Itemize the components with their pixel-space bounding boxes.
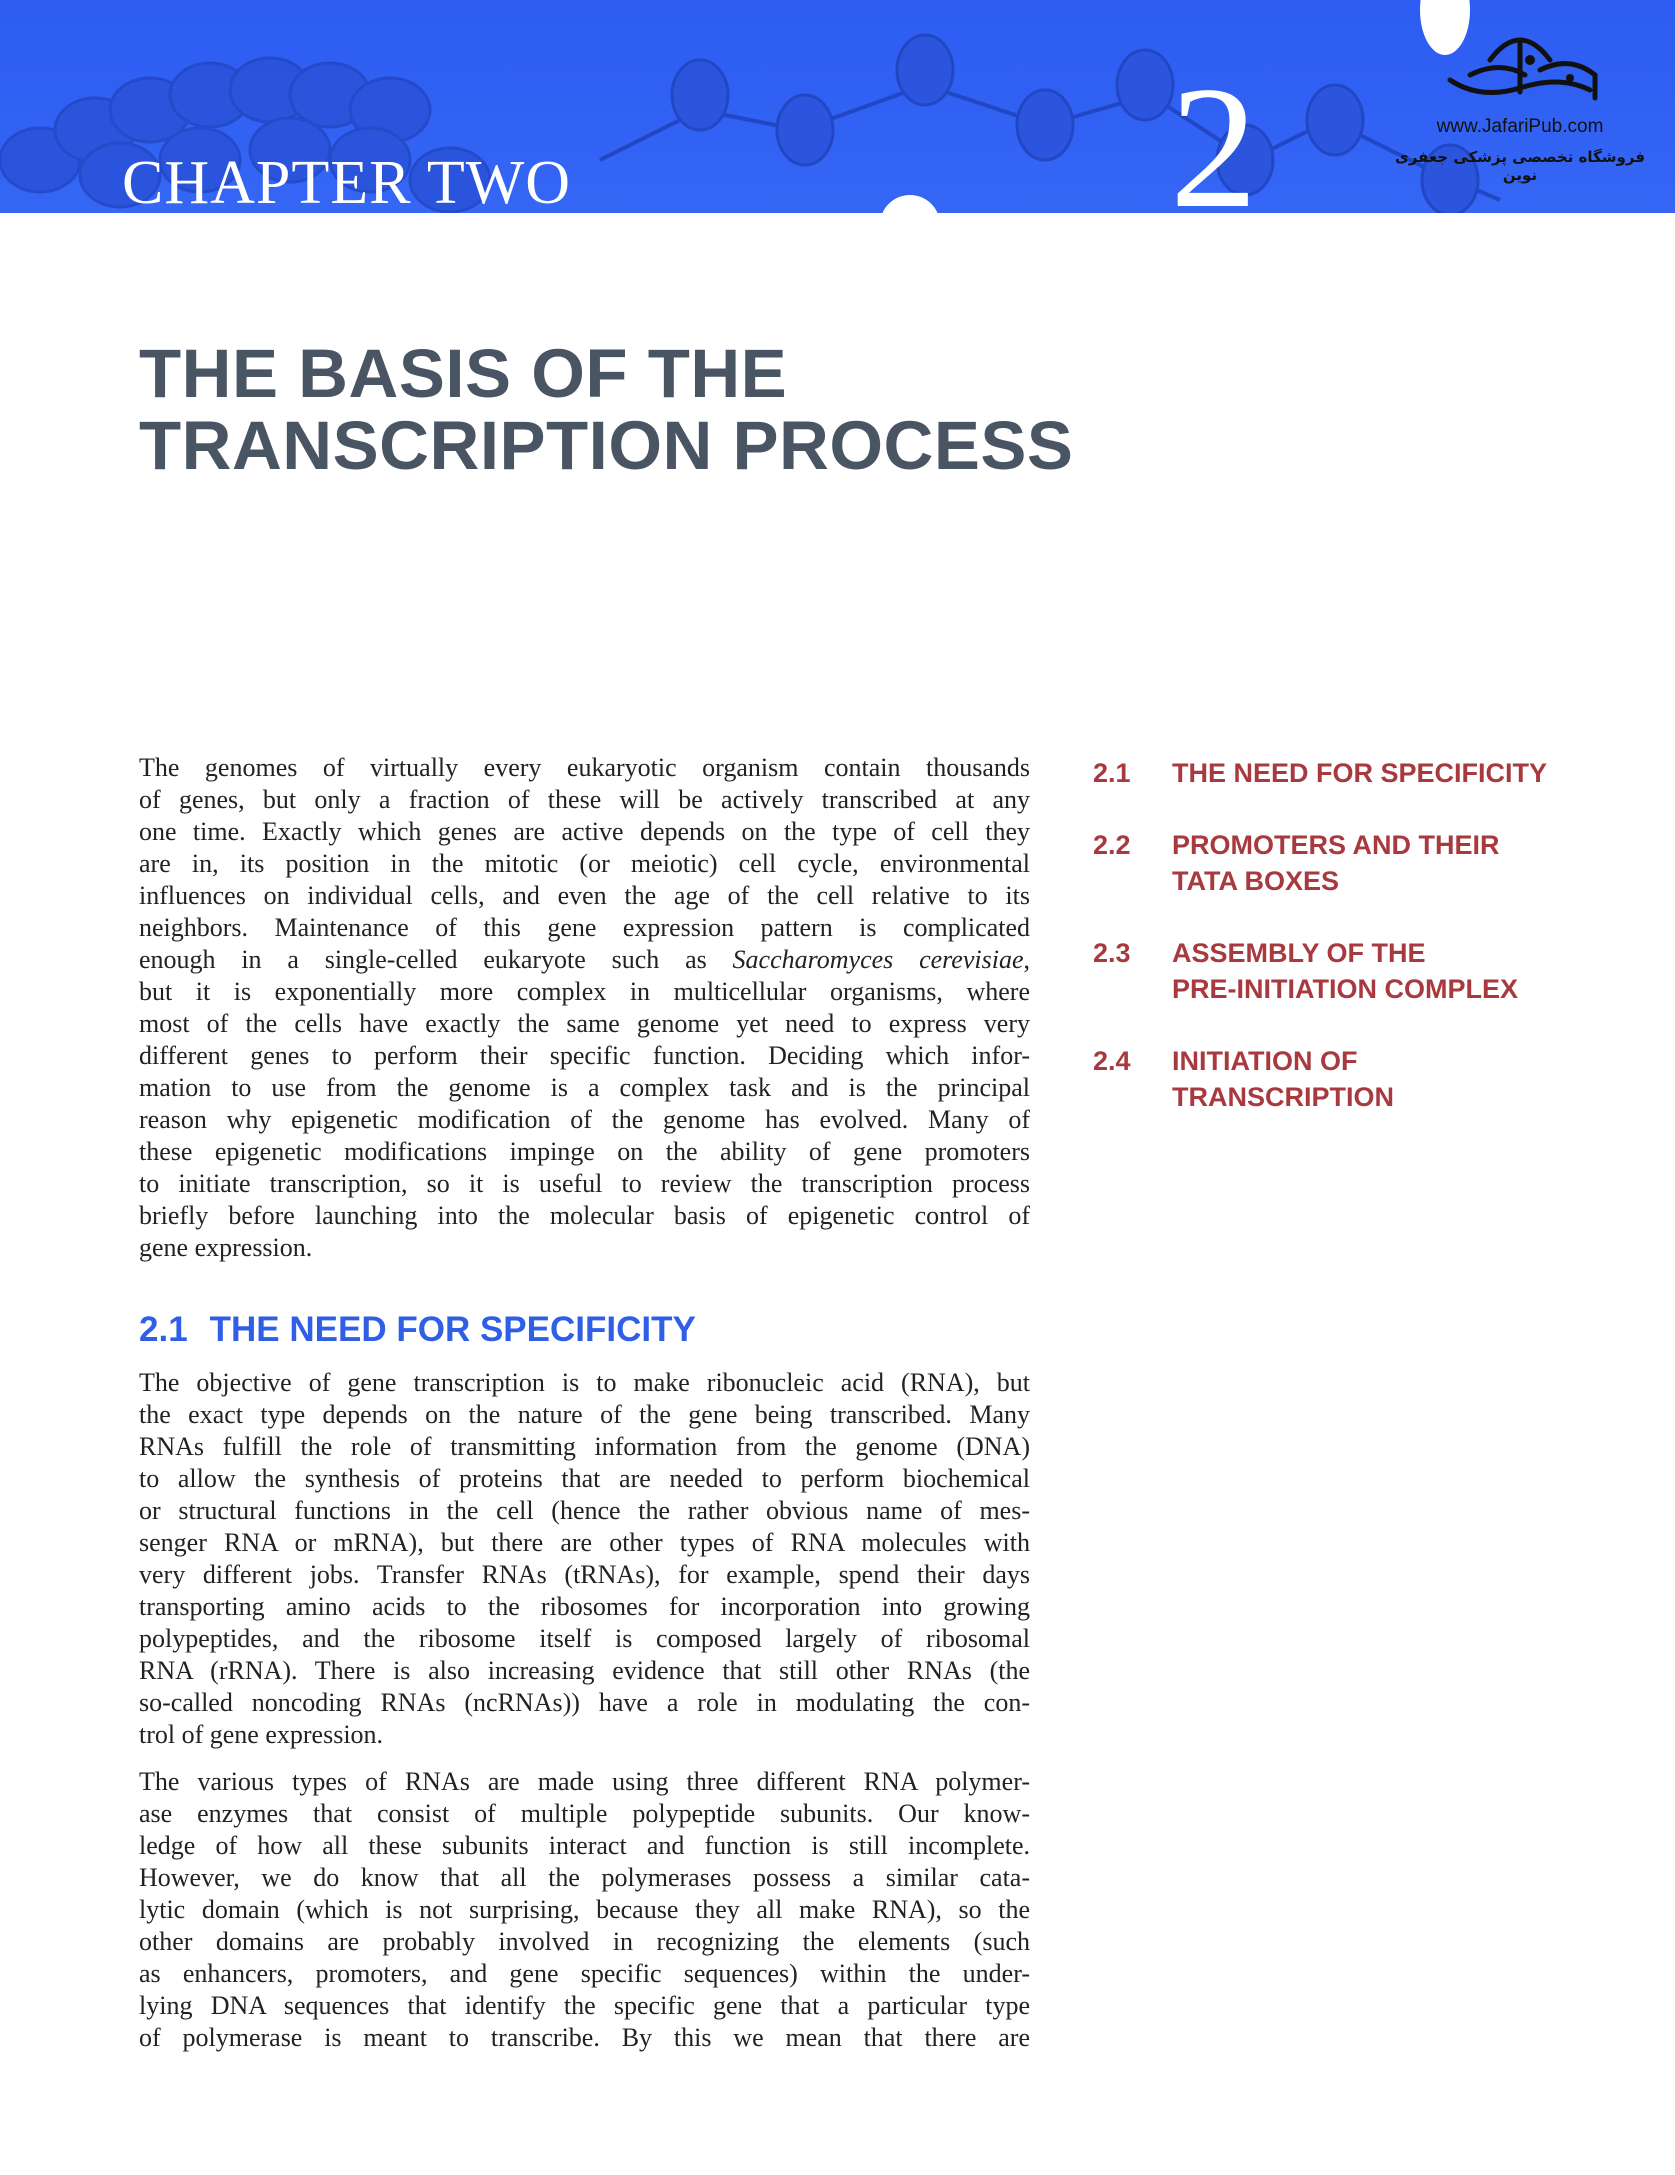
text-line: are in, its position in the mitotic (or meiotic) cell cycle, environmental (139, 849, 1030, 878)
text-line: gene expression. (139, 1233, 313, 1262)
chapter-title-line-1: THE BASIS OF THE (139, 335, 788, 412)
chapter-contents (1093, 755, 1592, 1151)
text-segment: enough in a single-celled eukaryote such as (139, 945, 733, 974)
text-line: lying DNA sequences that identify the specific gene that a particular type (139, 1991, 1030, 2020)
toc-title-line: ASSEMBLY OF THE (1172, 938, 1426, 968)
text-line: ledge of how all these subunits interact and function is still incomplete. (139, 1831, 1030, 1860)
text-line: lytic domain (which is not surprising, because they all make RNA), so the (139, 1895, 1030, 1924)
publisher-logo-mark (1430, 20, 1610, 110)
text-line: or structural functions in the cell (hence the rather obvious name of mes- (139, 1496, 1030, 1525)
publisher-tagline: فروشگاه تخصصی پزشکی جعفری نوین (1394, 148, 1646, 184)
text-line: but it is exponentially more complex in multicellular organisms, where (139, 977, 1030, 1006)
toc-title-line: TATA BOXES (1172, 866, 1339, 896)
publisher-url: www.JafariPub.com (1436, 116, 1604, 137)
text-line: mation to use from the genome is a complex task and is the principal (139, 1073, 1030, 1102)
chapter-title-line-2: TRANSCRIPTION PROCESS (139, 407, 1074, 484)
toc-title-line: THE NEED FOR SPECIFICITY (1172, 758, 1548, 788)
text-line: most of the cells have exactly the same genome yet need to express very (139, 1009, 1030, 1038)
toc-item[interactable] (1093, 935, 1592, 1007)
text-line: briefly before launching into the molecular basis of epigenetic control of (139, 1201, 1030, 1230)
text-line: transporting amino acids to the ribosomes for incorporation into growing (139, 1592, 1030, 1621)
chapter-banner (0, 0, 1675, 213)
toc-number: 2.2 (1093, 830, 1131, 860)
section-paragraph-2 (139, 1766, 1030, 2054)
toc-title-line: PRE-INITIATION COMPLEX (1172, 974, 1519, 1004)
intro-paragraph (139, 752, 1030, 1264)
toc-item[interactable] (1093, 755, 1592, 791)
toc-title (1172, 755, 1592, 791)
toc-item[interactable] (1093, 827, 1592, 899)
toc-title-line: TRANSCRIPTION (1172, 1082, 1394, 1112)
toc-title-line: INITIATION OF (1172, 1046, 1358, 1076)
toc-number: 2.3 (1093, 938, 1131, 968)
section-number: 2.1 (139, 1310, 188, 1349)
text-line: However, we do know that all the polymerases possess a similar cata- (139, 1863, 1030, 1892)
text-line: trol of gene expression. (139, 1720, 384, 1749)
toc-title (1172, 827, 1592, 899)
text-line: to initiate transcription, so it is useful to review the transcription process (139, 1169, 1030, 1198)
text-line: reason why epigenetic modification of the genome has evolved. Many of (139, 1105, 1030, 1134)
text-line: The objective of gene transcription is to make ribonucleic acid (RNA), but (139, 1368, 1030, 1397)
text-line: RNA (rRNA). There is also increasing evidence that still other RNAs (the (139, 1656, 1030, 1685)
text-line: one time. Exactly which genes are active depends on the type of cell they (139, 817, 1030, 846)
section-title: THE NEED FOR SPECIFICITY (209, 1310, 696, 1349)
toc-item[interactable] (1093, 1043, 1592, 1115)
text-line: of polymerase is meant to transcribe. By this we mean that there are (139, 2023, 1030, 2052)
text-line: The various types of RNAs are made using three different RNA polymer- (139, 1767, 1030, 1796)
text-line: The genomes of virtually every eukaryotic organism contain thousands (139, 753, 1030, 782)
text-line: other domains are probably involved in recognizing the elements (such (139, 1927, 1030, 1956)
text-line: different genes to perform their specific function. Deciding which infor- (139, 1041, 1030, 1070)
text-line (139, 944, 1030, 976)
text-segment: , (1023, 945, 1030, 974)
toc-title (1172, 935, 1592, 1007)
text-line: very different jobs. Transfer RNAs (tRNAs), for example, spend their days (139, 1560, 1030, 1589)
text-line: senger RNA or mRNA), but there are other types of RNA molecules with (139, 1528, 1030, 1557)
toc-title (1172, 1043, 1592, 1115)
text-line: as enhancers, promoters, and gene specific sequences) within the under- (139, 1959, 1030, 1988)
publisher-logo (1390, 20, 1650, 184)
text-line: so-called noncoding RNAs (ncRNAs)) have a role in modulating the con- (139, 1688, 1030, 1717)
section-paragraph-1 (139, 1367, 1030, 1751)
text-line: to allow the synthesis of proteins that are needed to perform biochemical (139, 1464, 1030, 1493)
chapter-label: CHAPTER TWO (122, 149, 572, 213)
text-line: RNAs fulfill the role of transmitting information from the genome (DNA) (139, 1432, 1030, 1461)
text-line: polypeptides, and the ribosome itself is composed largely of ribosomal (139, 1624, 1030, 1653)
text-line: neighbors. Maintenance of this gene expression pattern is complicated (139, 913, 1030, 942)
toc-title-line: PROMOTERS AND THEIR (1172, 830, 1500, 860)
toc-number: 2.1 (1093, 758, 1131, 788)
chapter-title (139, 335, 1074, 484)
text-line: of genes, but only a fraction of these will be actively transcribed at any (139, 785, 1030, 814)
toc-number: 2.4 (1093, 1046, 1131, 1076)
text-line: ase enzymes that consist of multiple polypeptide subunits. Our know- (139, 1799, 1030, 1828)
chapter-number: 2 (1170, 50, 1258, 213)
text-line: these epigenetic modifications impinge on the ability of gene promoters (139, 1137, 1030, 1166)
text-line: influences on individual cells, and even the age of the cell relative to its (139, 881, 1030, 910)
species-name: Saccharomyces cerevisiae (732, 945, 1024, 974)
text-line: the exact type depends on the nature of the gene being transcribed. Many (139, 1400, 1030, 1429)
section-heading (139, 1310, 696, 1350)
